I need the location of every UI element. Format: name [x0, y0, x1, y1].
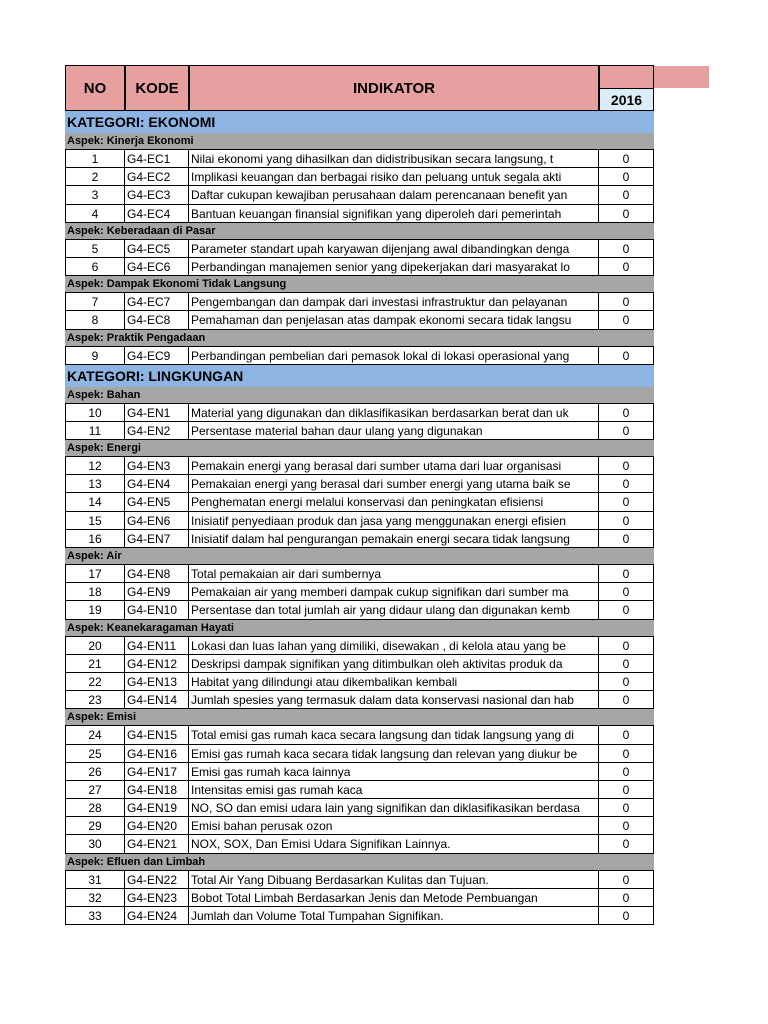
cell-indikator[interactable]: Emisi bahan perusak ozon — [189, 817, 599, 834]
table-row — [65, 637, 654, 655]
cell-kode[interactable]: G4-EN21 — [125, 835, 189, 852]
cell-kode[interactable]: G4-EN13 — [125, 673, 189, 690]
cell-no[interactable]: 5 — [65, 240, 125, 257]
header-year[interactable]: 2016 — [599, 88, 654, 111]
cell-no[interactable]: 26 — [65, 763, 125, 780]
table-row — [65, 422, 654, 440]
cell-no[interactable]: 24 — [65, 726, 125, 743]
cell-indikator[interactable]: Pemakaian energi yang berasal dari sumber energi yang utama baik se — [189, 475, 599, 492]
cell-kode[interactable]: G4-EC7 — [125, 293, 189, 310]
cell-value[interactable]: 0 — [599, 655, 654, 672]
table-row — [65, 457, 654, 475]
table-row — [65, 907, 654, 925]
cell-indikator[interactable]: Lokasi dan luas lahan yang dimiliki, disewakan , di kelola atau yang be — [189, 637, 599, 654]
header-accent-cell — [654, 66, 709, 88]
indicator-table — [65, 65, 654, 925]
aspek-row[interactable]: Aspek: Praktik Pengadaan — [65, 330, 654, 347]
cell-kode[interactable]: G4-EN12 — [125, 655, 189, 672]
cell-value[interactable]: 0 — [599, 493, 654, 510]
table-row — [65, 311, 654, 329]
aspek-row[interactable]: Aspek: Kinerja Ekonomi — [65, 133, 654, 150]
cell-kode[interactable]: G4-EN17 — [125, 763, 189, 780]
table-row — [65, 404, 654, 422]
cell-no[interactable]: 11 — [65, 422, 125, 439]
cell-indikator[interactable]: Material yang digunakan dan diklasifikasikan berdasarkan berat dan uk — [189, 404, 599, 421]
cell-no[interactable]: 15 — [65, 512, 125, 529]
cell-value[interactable]: 0 — [599, 150, 654, 167]
table-row — [65, 293, 654, 311]
table-row — [65, 726, 654, 744]
cell-value[interactable]: 0 — [599, 457, 654, 474]
cell-kode[interactable]: G4-EN19 — [125, 799, 189, 816]
cell-kode[interactable]: G4-EN9 — [125, 583, 189, 600]
cell-no[interactable]: 7 — [65, 293, 125, 310]
table-row — [65, 835, 654, 853]
cell-value[interactable]: 0 — [599, 637, 654, 654]
kategori-row[interactable]: KATEGORI: LINGKUNGAN — [65, 365, 654, 387]
cell-kode[interactable]: G4-EC2 — [125, 168, 189, 185]
aspek-row[interactable]: Aspek: Keanekaragaman Hayati — [65, 620, 654, 637]
cell-indikator[interactable]: Jumlah dan Volume Total Tumpahan Signifikan. — [189, 907, 599, 924]
cell-no[interactable]: 30 — [65, 835, 125, 852]
cell-indikator[interactable]: Pengembangan dan dampak dari investasi infrastruktur dan pelayanan — [189, 293, 599, 310]
cell-indikator[interactable]: Daftar cukupan kewajiban perusahaan dalam perencanaan benefit yan — [189, 186, 599, 203]
cell-no[interactable]: 8 — [65, 311, 125, 328]
cell-indikator[interactable]: Bantuan keuangan finansial signifikan yang diperoleh dari pemerintah — [189, 205, 599, 222]
cell-kode[interactable]: G4-EN1 — [125, 404, 189, 421]
cell-kode[interactable]: G4-EN4 — [125, 475, 189, 492]
aspek-row[interactable]: Aspek: Dampak Ekonomi Tidak Langsung — [65, 276, 654, 293]
cell-no[interactable]: 27 — [65, 781, 125, 798]
cell-no[interactable]: 23 — [65, 691, 125, 708]
table-row — [65, 673, 654, 691]
cell-kode[interactable]: G4-EN15 — [125, 726, 189, 743]
cell-indikator[interactable]: Persentase dan total jumlah air yang didaur ulang dan digunakan kemb — [189, 601, 599, 618]
cell-indikator[interactable]: NO, SO dan emisi udara lain yang signifikan dan diklasifikasikan berdasa — [189, 799, 599, 816]
cell-value[interactable]: 0 — [599, 745, 654, 762]
cell-kode[interactable]: G4-EC9 — [125, 347, 189, 364]
cell-no[interactable]: 1 — [65, 150, 125, 167]
cell-kode[interactable]: G4-EC8 — [125, 311, 189, 328]
cell-value[interactable]: 0 — [599, 422, 654, 439]
cell-kode[interactable]: G4-EN10 — [125, 601, 189, 618]
cell-no[interactable]: 17 — [65, 565, 125, 582]
table-row — [65, 493, 654, 511]
cell-kode[interactable]: G4-EN3 — [125, 457, 189, 474]
header-no[interactable]: NO — [65, 65, 125, 111]
cell-value[interactable]: 0 — [599, 835, 654, 852]
cell-value[interactable]: 0 — [599, 601, 654, 618]
cell-value[interactable]: 0 — [599, 205, 654, 222]
cell-value[interactable]: 0 — [599, 168, 654, 185]
cell-value[interactable]: 0 — [599, 691, 654, 708]
cell-value[interactable]: 0 — [599, 907, 654, 924]
cell-kode[interactable]: G4-EN7 — [125, 530, 189, 547]
cell-indikator[interactable]: Bobot Total Limbah Berdasarkan Jenis dan Metode Pembuangan — [189, 889, 599, 906]
cell-indikator[interactable]: Intensitas emisi gas rumah kaca — [189, 781, 599, 798]
cell-value[interactable]: 0 — [599, 799, 654, 816]
cell-value[interactable]: 0 — [599, 565, 654, 582]
cell-kode[interactable]: G4-EN18 — [125, 781, 189, 798]
cell-kode[interactable]: G4-EN20 — [125, 817, 189, 834]
table-row — [65, 691, 654, 709]
table-row — [65, 817, 654, 835]
cell-kode[interactable]: G4-EN14 — [125, 691, 189, 708]
aspek-row[interactable]: Aspek: Keberadaan di Pasar — [65, 223, 654, 240]
table-row — [65, 205, 654, 223]
table-body — [65, 111, 654, 925]
cell-value[interactable]: 0 — [599, 512, 654, 529]
aspek-row[interactable]: Aspek: Air — [65, 548, 654, 565]
cell-indikator[interactable]: Perbandingan manajemen senior yang dipekerjakan dari masyarakat lo — [189, 258, 599, 275]
cell-value[interactable]: 0 — [599, 258, 654, 275]
cell-no[interactable]: 2 — [65, 168, 125, 185]
table-row — [65, 781, 654, 799]
cell-no[interactable]: 18 — [65, 583, 125, 600]
table-row — [65, 530, 654, 548]
cell-kode[interactable]: G4-EN2 — [125, 422, 189, 439]
cell-value[interactable]: 0 — [599, 781, 654, 798]
cell-no[interactable]: 4 — [65, 205, 125, 222]
cell-kode[interactable]: G4-EN22 — [125, 871, 189, 888]
cell-value[interactable]: 0 — [599, 889, 654, 906]
cell-indikator[interactable]: Emisi gas rumah kaca lainnya — [189, 763, 599, 780]
cell-indikator[interactable]: Perbandingan pembelian dari pemasok lokal di lokasi operasional yang — [189, 347, 599, 364]
cell-no[interactable]: 32 — [65, 889, 125, 906]
header-kode[interactable]: KODE — [125, 65, 189, 111]
cell-value[interactable]: 0 — [599, 871, 654, 888]
aspek-row[interactable]: Aspek: Emisi — [65, 709, 654, 726]
cell-indikator[interactable]: Nilai ekonomi yang dihasilkan dan didistribusikan secara langsung, t — [189, 150, 599, 167]
table-row — [65, 258, 654, 276]
cell-value[interactable]: 0 — [599, 817, 654, 834]
cell-kode[interactable]: G4-EN5 — [125, 493, 189, 510]
cell-kode[interactable]: G4-EC1 — [125, 150, 189, 167]
cell-no[interactable]: 6 — [65, 258, 125, 275]
cell-indikator[interactable]: Emisi gas rumah kaca secara tidak langsung dan relevan yang diukur be — [189, 745, 599, 762]
aspek-row[interactable]: Aspek: Efluen dan Limbah — [65, 854, 654, 871]
cell-no[interactable]: 10 — [65, 404, 125, 421]
cell-value[interactable]: 0 — [599, 475, 654, 492]
table-row — [65, 565, 654, 583]
cell-value[interactable]: 0 — [599, 530, 654, 547]
table-row — [65, 475, 654, 493]
cell-kode[interactable]: G4-EN23 — [125, 889, 189, 906]
cell-kode[interactable]: G4-EN24 — [125, 907, 189, 924]
cell-indikator[interactable]: Total emisi gas rumah kaca secara langsung dan tidak langsung yang di — [189, 726, 599, 743]
cell-kode[interactable]: G4-EN6 — [125, 512, 189, 529]
cell-value[interactable]: 0 — [599, 311, 654, 328]
cell-value[interactable]: 0 — [599, 763, 654, 780]
cell-value[interactable]: 0 — [599, 673, 654, 690]
cell-kode[interactable]: G4-EN8 — [125, 565, 189, 582]
cell-indikator[interactable]: Total Air Yang Dibuang Berdasarkan Kulitas dan Tujuan. — [189, 871, 599, 888]
cell-no[interactable]: 21 — [65, 655, 125, 672]
cell-indikator[interactable]: Implikasi keuangan dan berbagai risiko dan peluang untuk segala akti — [189, 168, 599, 185]
table-row — [65, 799, 654, 817]
cell-no[interactable]: 3 — [65, 186, 125, 203]
cell-indikator[interactable]: Parameter standart upah karyawan dijenjang awal dibandingkan denga — [189, 240, 599, 257]
cell-kode[interactable]: G4-EC4 — [125, 205, 189, 222]
table-row — [65, 168, 654, 186]
table-row — [65, 655, 654, 673]
cell-indikator[interactable]: Pemakain energi yang berasal dari sumber utama dari luar organisasi — [189, 457, 599, 474]
cell-value[interactable]: 0 — [599, 347, 654, 364]
cell-no[interactable]: 25 — [65, 745, 125, 762]
cell-no[interactable]: 20 — [65, 637, 125, 654]
table-row — [65, 889, 654, 907]
table-row — [65, 512, 654, 530]
cell-value[interactable]: 0 — [599, 726, 654, 743]
cell-value[interactable]: 0 — [599, 186, 654, 203]
cell-kode[interactable]: G4-EC6 — [125, 258, 189, 275]
cell-no[interactable]: 9 — [65, 347, 125, 364]
table-row — [65, 583, 654, 601]
table-row — [65, 347, 654, 365]
cell-no[interactable]: 13 — [65, 475, 125, 492]
cell-no[interactable]: 12 — [65, 457, 125, 474]
cell-indikator[interactable]: Penghematan energi melalui konservasi dan peningkatan efisiensi — [189, 493, 599, 510]
cell-indikator[interactable]: Inisiatif penyediaan produk dan jasa yang menggunakan energi efisien — [189, 512, 599, 529]
cell-kode[interactable]: G4-EN11 — [125, 637, 189, 654]
cell-indikator[interactable]: Habitat yang dilindungi atau dikembalikan kembali — [189, 673, 599, 690]
cell-indikator[interactable]: Jumlah spesies yang termasuk dalam data konservasi nasional dan hab — [189, 691, 599, 708]
cell-indikator[interactable]: NOX, SOX, Dan Emisi Udara Signifikan Lainnya. — [189, 835, 599, 852]
cell-indikator[interactable]: Pemakaian air yang memberi dampak cukup signifikan dari sumber ma — [189, 583, 599, 600]
table-row — [65, 150, 654, 168]
cell-indikator[interactable]: Persentase material bahan daur ulang yang digunakan — [189, 422, 599, 439]
cell-indikator[interactable]: Deskripsi dampak signifikan yang ditimbulkan oleh aktivitas produk da — [189, 655, 599, 672]
cell-no[interactable]: 19 — [65, 601, 125, 618]
cell-no[interactable]: 33 — [65, 907, 125, 924]
table-row — [65, 601, 654, 619]
cell-no[interactable]: 28 — [65, 799, 125, 816]
cell-value[interactable]: 0 — [599, 240, 654, 257]
cell-value[interactable]: 0 — [599, 404, 654, 421]
cell-no[interactable]: 31 — [65, 871, 125, 888]
aspek-row[interactable]: Aspek: Energi — [65, 440, 654, 457]
table-row — [65, 745, 654, 763]
cell-kode[interactable]: G4-EC3 — [125, 186, 189, 203]
cell-kode[interactable]: G4-EN16 — [125, 745, 189, 762]
cell-value[interactable]: 0 — [599, 293, 654, 310]
aspek-row[interactable]: Aspek: Bahan — [65, 387, 654, 404]
cell-indikator[interactable]: Inisiatif dalam hal pengurangan pemakain energi secara tidak langsung — [189, 530, 599, 547]
table-row — [65, 871, 654, 889]
table-row — [65, 240, 654, 258]
cell-kode[interactable]: G4-EC5 — [125, 240, 189, 257]
cell-no[interactable]: 14 — [65, 493, 125, 510]
header-indikator[interactable]: INDIKATOR — [189, 65, 599, 111]
cell-value[interactable]: 0 — [599, 583, 654, 600]
table-row — [65, 763, 654, 781]
table-row — [65, 186, 654, 204]
cell-no[interactable]: 29 — [65, 817, 125, 834]
kategori-row[interactable]: KATEGORI: EKONOMI — [65, 111, 654, 133]
cell-no[interactable]: 16 — [65, 530, 125, 547]
cell-indikator[interactable]: Pemahaman dan penjelasan atas dampak ekonomi secara tidak langsu — [189, 311, 599, 328]
cell-indikator[interactable]: Total pemakaian air dari sumbernya — [189, 565, 599, 582]
cell-no[interactable]: 22 — [65, 673, 125, 690]
table-header — [65, 65, 654, 111]
